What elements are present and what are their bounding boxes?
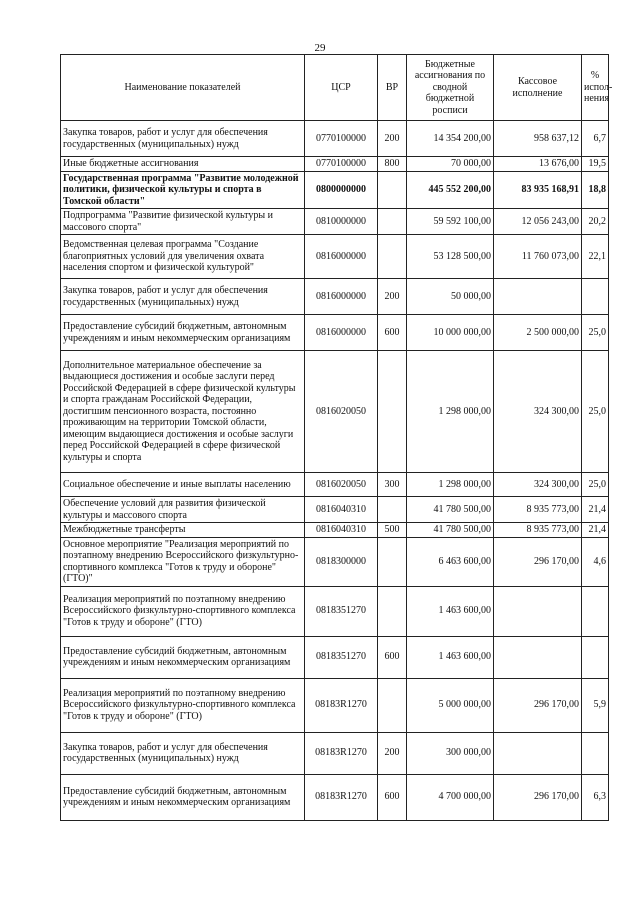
table-row (61, 678, 609, 732)
row-percent-cell: 21,4 (582, 497, 609, 523)
column-header-csr: ЦСР (305, 55, 378, 121)
table-row (61, 171, 609, 209)
row-cash-cell: 958 637,12 (494, 121, 582, 157)
row-name-cell: Реализация мероприятий по поэтапному внедрению Всероссийского физкультурно-спортивного комплекса "Готов к труду и обороне" (ГТО) (61, 586, 305, 636)
row-name-cell: Дополнительное материальное обеспечение за выдающиеся достижения и особые заслуги перед Российской Федерацией в сфере физической культуры и спорта гражданам Российской Федерации, достигшим пенсионного возраста, постоянно проживающим на территории Томской области, имеющим выдающиеся достижения и особые заслуги перед Российской Федерацией в сфере физической культуры и спорта (61, 351, 305, 473)
row-percent-cell: 4,6 (582, 537, 609, 586)
column-header-vr: ВР (378, 55, 407, 121)
row-vr-cell: 500 (378, 523, 407, 538)
row-cash-cell (494, 732, 582, 774)
row-name-cell: Ведомственная целевая программа "Создание благоприятных условий для увеличения охвата населения спортом и физической культурой" (61, 235, 305, 279)
row-budget-cell: 1 463 600,00 (407, 586, 494, 636)
row-csr-cell: 0816020050 (305, 351, 378, 473)
row-budget-cell: 70 000,00 (407, 157, 494, 172)
table-row (61, 586, 609, 636)
row-vr-cell: 600 (378, 315, 407, 351)
row-cash-cell: 324 300,00 (494, 351, 582, 473)
row-percent-cell: 25,0 (582, 351, 609, 473)
row-csr-cell: 0810000000 (305, 209, 378, 235)
row-percent-cell: 25,0 (582, 473, 609, 497)
row-percent-cell: 18,8 (582, 171, 609, 209)
row-name-cell: Предоставление субсидий бюджетным, автономным учреждениям и иным некоммерческим организациям (61, 315, 305, 351)
row-percent-cell (582, 586, 609, 636)
row-cash-cell (494, 586, 582, 636)
row-name-cell: Основное мероприятие "Реализация мероприятий по поэтапному внедрению Всероссийского физкультурно-спортивного комплекса "Готов к труду и обороне" (ГТО)" (61, 537, 305, 586)
row-name-cell: Реализация мероприятий по поэтапному внедрению Всероссийского физкультурно-спортивного комплекса "Готов к труду и обороне" (ГТО) (61, 678, 305, 732)
row-cash-cell: 296 170,00 (494, 678, 582, 732)
row-csr-cell: 08183R1270 (305, 732, 378, 774)
row-cash-cell: 83 935 168,91 (494, 171, 582, 209)
column-header-name: Наименование показателей (61, 55, 305, 121)
row-vr-cell (378, 497, 407, 523)
row-cash-cell: 11 760 073,00 (494, 235, 582, 279)
row-csr-cell: 0818351270 (305, 636, 378, 678)
row-cash-cell: 8 935 773,00 (494, 523, 582, 538)
row-cash-cell (494, 279, 582, 315)
row-percent-cell: 21,4 (582, 523, 609, 538)
row-budget-cell: 50 000,00 (407, 279, 494, 315)
row-percent-cell (582, 279, 609, 315)
table-row (61, 351, 609, 473)
row-csr-cell: 0816000000 (305, 315, 378, 351)
row-cash-cell (494, 636, 582, 678)
column-header-percent: % испол-нения (582, 55, 609, 121)
table-row (61, 121, 609, 157)
row-vr-cell (378, 235, 407, 279)
row-name-cell: Предоставление субсидий бюджетным, автономным учреждениям и иным некоммерческим организациям (61, 774, 305, 820)
row-csr-cell: 0800000000 (305, 171, 378, 209)
row-csr-cell: 08183R1270 (305, 678, 378, 732)
row-name-cell: Обеспечение условий для развития физической культуры и массового спорта (61, 497, 305, 523)
table-row (61, 523, 609, 538)
row-csr-cell: 0816000000 (305, 279, 378, 315)
row-budget-cell: 41 780 500,00 (407, 497, 494, 523)
row-cash-cell: 13 676,00 (494, 157, 582, 172)
row-name-cell: Подпрограмма "Развитие физической культуры и массового спорта" (61, 209, 305, 235)
row-csr-cell: 0816040310 (305, 523, 378, 538)
table-row (61, 235, 609, 279)
row-budget-cell: 1 298 000,00 (407, 351, 494, 473)
row-percent-cell (582, 732, 609, 774)
table-row (61, 279, 609, 315)
row-csr-cell: 0816020050 (305, 473, 378, 497)
row-name-cell: Межбюджетные трансферты (61, 523, 305, 538)
row-percent-cell: 20,2 (582, 209, 609, 235)
table-row (61, 774, 609, 820)
row-name-cell: Предоставление субсидий бюджетным, автономным учреждениям и иным некоммерческим организациям (61, 636, 305, 678)
row-name-cell: Государственная программа "Развитие молодежной политики, физической культуры и спорта в Томской области" (61, 171, 305, 209)
row-vr-cell (378, 171, 407, 209)
row-percent-cell: 25,0 (582, 315, 609, 351)
row-budget-cell: 1 463 600,00 (407, 636, 494, 678)
table-row (61, 537, 609, 586)
row-csr-cell: 0770100000 (305, 157, 378, 172)
row-csr-cell: 0818351270 (305, 586, 378, 636)
row-budget-cell: 59 592 100,00 (407, 209, 494, 235)
row-budget-cell: 1 298 000,00 (407, 473, 494, 497)
table-row (61, 157, 609, 172)
row-vr-cell: 800 (378, 157, 407, 172)
row-vr-cell: 600 (378, 774, 407, 820)
row-csr-cell: 0770100000 (305, 121, 378, 157)
row-budget-cell: 5 000 000,00 (407, 678, 494, 732)
table-row (61, 209, 609, 235)
row-name-cell: Иные бюджетные ассигнования (61, 157, 305, 172)
row-csr-cell: 0816000000 (305, 235, 378, 279)
row-name-cell: Социальное обеспечение и иные выплаты населению (61, 473, 305, 497)
table-row (61, 497, 609, 523)
table-row (61, 732, 609, 774)
page-number: 29 (314, 42, 326, 54)
row-cash-cell: 324 300,00 (494, 473, 582, 497)
row-name-cell: Закупка товаров, работ и услуг для обеспечения государственных (муниципальных) нужд (61, 732, 305, 774)
row-vr-cell (378, 351, 407, 473)
row-budget-cell: 10 000 000,00 (407, 315, 494, 351)
row-percent-cell: 5,9 (582, 678, 609, 732)
row-budget-cell: 4 700 000,00 (407, 774, 494, 820)
row-vr-cell: 600 (378, 636, 407, 678)
row-csr-cell: 0818300000 (305, 537, 378, 586)
row-budget-cell: 445 552 200,00 (407, 171, 494, 209)
row-csr-cell: 0816040310 (305, 497, 378, 523)
row-name-cell: Закупка товаров, работ и услуг для обеспечения государственных (муниципальных) нужд (61, 121, 305, 157)
budget-execution-table (60, 54, 613, 821)
table-row (61, 315, 609, 351)
row-percent-cell: 6,7 (582, 121, 609, 157)
row-vr-cell: 200 (378, 732, 407, 774)
row-vr-cell: 200 (378, 279, 407, 315)
row-budget-cell: 41 780 500,00 (407, 523, 494, 538)
row-budget-cell: 300 000,00 (407, 732, 494, 774)
table-row (61, 473, 609, 497)
row-cash-cell: 2 500 000,00 (494, 315, 582, 351)
row-vr-cell (378, 678, 407, 732)
row-vr-cell (378, 209, 407, 235)
table-header-row (61, 55, 609, 121)
row-cash-cell: 296 170,00 (494, 774, 582, 820)
row-csr-cell: 08183R1270 (305, 774, 378, 820)
row-budget-cell: 6 463 600,00 (407, 537, 494, 586)
row-vr-cell: 300 (378, 473, 407, 497)
column-header-cash-execution: Кассовое исполнение (494, 55, 582, 121)
table-row (61, 636, 609, 678)
row-percent-cell: 22,1 (582, 235, 609, 279)
row-percent-cell (582, 636, 609, 678)
row-budget-cell: 14 354 200,00 (407, 121, 494, 157)
row-vr-cell (378, 586, 407, 636)
row-vr-cell (378, 537, 407, 586)
row-percent-cell: 6,3 (582, 774, 609, 820)
row-cash-cell: 296 170,00 (494, 537, 582, 586)
row-vr-cell: 200 (378, 121, 407, 157)
row-percent-cell: 19,5 (582, 157, 609, 172)
table-body (61, 121, 609, 821)
row-cash-cell: 8 935 773,00 (494, 497, 582, 523)
row-cash-cell: 12 056 243,00 (494, 209, 582, 235)
row-budget-cell: 53 128 500,00 (407, 235, 494, 279)
row-name-cell: Закупка товаров, работ и услуг для обеспечения государственных (муниципальных) нужд (61, 279, 305, 315)
column-header-budget-assignments: Бюджетные ассигнования по сводной бюджетной росписи (407, 55, 494, 121)
